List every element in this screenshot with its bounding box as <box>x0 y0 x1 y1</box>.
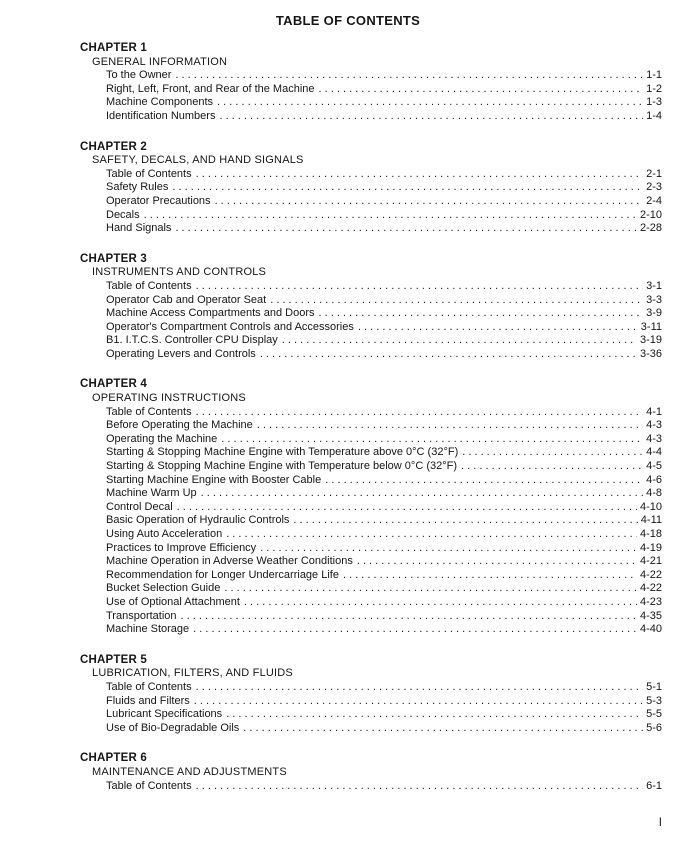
entry-page: 4-35 <box>639 609 662 622</box>
dot-leader <box>319 83 644 97</box>
dot-leader <box>244 596 637 610</box>
toc-entry <box>106 168 662 182</box>
dot-leader <box>217 96 643 110</box>
entry-label: Table of Contents <box>106 779 192 792</box>
entry-page: 4-40 <box>639 623 662 636</box>
entry-label: Hand Signals <box>106 222 172 235</box>
toc-entry <box>106 83 662 97</box>
toc-entry <box>106 474 662 488</box>
page-title: TABLE OF CONTENTS <box>275 13 421 28</box>
dot-leader <box>257 419 643 433</box>
entry-page: 2-3 <box>646 181 662 194</box>
toc-entry <box>106 110 662 124</box>
entry-page: 1-3 <box>646 96 662 109</box>
toc-entry <box>106 610 662 624</box>
toc-entry <box>106 334 662 348</box>
toc-entry <box>106 181 662 195</box>
toc-entry <box>106 195 662 209</box>
entry-label: Lubricant Specifications <box>106 708 223 721</box>
entry-page: 5-6 <box>646 721 662 734</box>
entry-label: Decals <box>106 208 140 221</box>
entry-label: Operating the Machine <box>106 432 218 445</box>
toc-entry <box>106 623 662 637</box>
toc-entry <box>106 780 662 794</box>
entry-label: To the Owner <box>106 69 172 82</box>
entry-page: 6-1 <box>646 779 662 792</box>
entry-page: 4-23 <box>639 595 662 608</box>
toc-entry <box>106 722 662 736</box>
entry-label: Table of Contents <box>106 167 192 180</box>
chapter-subtitle: LUBRICATION, FILTERS, AND FLUIDS <box>92 667 293 680</box>
chapter-heading: CHAPTER 5 <box>80 653 147 666</box>
entry-label: Bucket Selection Guide <box>106 582 221 595</box>
entry-page: 4-22 <box>639 582 662 595</box>
entry-label: Starting & Stopping Machine Engine with Temperature above 0°C (32°F) <box>106 446 459 459</box>
entry-label: Machine Operation in Adverse Weather Conditions <box>106 555 353 568</box>
dot-leader <box>462 446 643 460</box>
entry-page: 4-5 <box>646 460 662 473</box>
chapter-heading: CHAPTER 1 <box>80 42 147 54</box>
chapter-subtitle: SAFETY, DECALS, AND HAND SIGNALS <box>92 154 304 167</box>
entry-page: 4-4 <box>646 446 662 459</box>
dot-leader <box>175 69 643 83</box>
chapter-section <box>80 42 662 124</box>
chapter-heading: CHAPTER 6 <box>80 752 147 765</box>
dot-leader <box>144 209 637 223</box>
entry-page: 2-4 <box>646 194 662 207</box>
toc-entry <box>106 501 662 515</box>
toc-entry <box>106 542 662 556</box>
entry-label: Practices to Improve Efficiency <box>106 541 257 554</box>
toc-entry <box>106 222 662 236</box>
entry-label: Before Operating the Machine <box>106 419 253 432</box>
entry-page: 3-11 <box>640 320 662 333</box>
entry-label: Recommendation for Longer Undercarriage Life <box>106 568 339 581</box>
toc-entry <box>106 307 662 321</box>
entry-page: 1-4 <box>646 109 662 122</box>
chapter-entries <box>80 168 662 236</box>
chapter-entries <box>80 780 662 794</box>
toc-entry <box>106 96 662 110</box>
entry-page: 4-18 <box>639 528 662 540</box>
toc-entry <box>106 708 662 722</box>
dot-leader <box>325 474 643 488</box>
toc-entry <box>106 582 662 596</box>
entry-page: 4-8 <box>646 487 662 500</box>
chapter-subtitle: OPERATING INSTRUCTIONS <box>92 392 246 405</box>
chapter-entries <box>80 681 662 735</box>
entry-label: Safety Rules <box>106 181 169 194</box>
dot-leader <box>343 569 637 583</box>
entry-page: 1-2 <box>646 82 662 95</box>
dot-leader <box>461 460 643 474</box>
toc-entry <box>106 446 662 460</box>
entry-page: 4-3 <box>646 419 662 432</box>
toc-entry <box>106 460 662 474</box>
toc-chapters <box>80 42 662 793</box>
entry-page: 1-1 <box>646 69 662 82</box>
chapter-section <box>80 253 662 362</box>
chapter-heading: CHAPTER 3 <box>80 252 147 265</box>
dot-leader <box>177 501 637 515</box>
entry-label: Operator Precautions <box>106 194 211 207</box>
toc-entry <box>106 569 662 583</box>
entry-label: Operator Cab and Operator Seat <box>106 293 267 306</box>
entry-page: 2-1 <box>646 167 662 180</box>
dot-leader <box>293 514 637 528</box>
toc-entry <box>106 596 662 610</box>
entry-label: Starting & Stopping Machine Engine with Temperature below 0°C (32°F) <box>106 460 458 473</box>
dot-leader <box>196 406 643 420</box>
chapter-entries <box>80 406 662 637</box>
entry-label: B1. I.T.C.S. Controller CPU Display <box>106 334 278 347</box>
entry-page: 3-9 <box>646 307 662 320</box>
toc-entry <box>106 419 662 433</box>
dot-leader <box>175 222 637 236</box>
dot-leader <box>226 528 637 542</box>
entry-page: 2-10 <box>639 208 662 221</box>
dot-leader <box>196 681 643 695</box>
entry-page: 2-28 <box>639 222 662 235</box>
toc-entry <box>106 487 662 501</box>
toc-entry <box>106 433 662 447</box>
dot-leader <box>224 582 637 596</box>
dot-leader <box>196 780 643 794</box>
chapter-heading: CHAPTER 4 <box>80 378 147 391</box>
dot-leader <box>243 722 643 736</box>
entry-label: Use of Bio-Degradable Oils <box>106 721 240 734</box>
toc-entry <box>106 681 662 695</box>
chapter-section <box>80 752 662 793</box>
entry-label: Right, Left, Front, and Rear of the Machine <box>106 82 315 95</box>
dot-leader <box>215 195 644 209</box>
chapter-subtitle: MAINTENANCE AND ADJUSTMENTS <box>92 765 287 778</box>
entry-page: 4-21 <box>639 555 662 568</box>
entry-page: 5-3 <box>646 694 662 707</box>
entry-label: Machine Storage <box>106 623 190 636</box>
entry-page: 5-5 <box>646 708 662 721</box>
chapter-entries <box>80 280 662 362</box>
dot-leader <box>226 708 643 722</box>
dot-leader <box>196 168 643 182</box>
page-number: I <box>658 817 662 829</box>
entry-page: 4-10 <box>639 500 662 513</box>
entry-label: Table of Contents <box>106 279 192 292</box>
dot-leader <box>260 542 637 556</box>
entry-page: 3-19 <box>639 334 662 347</box>
entry-label: Basic Operation of Hydraulic Controls <box>106 514 290 527</box>
toc-entry <box>106 514 662 528</box>
toc-entry <box>106 695 662 709</box>
dot-leader <box>221 433 643 447</box>
entry-page: 4-22 <box>639 568 662 581</box>
entry-label: Table of Contents <box>106 680 192 693</box>
toc-entry <box>106 280 662 294</box>
toc-entry <box>106 528 662 542</box>
toc-entry <box>106 555 662 569</box>
entry-label: Control Decal <box>106 500 173 513</box>
toc-entry <box>106 294 662 308</box>
entry-page: 5-1 <box>646 680 662 693</box>
entry-label: Operating Levers and Controls <box>106 347 256 360</box>
chapter-section <box>80 378 662 636</box>
toc-entry <box>106 406 662 420</box>
dot-leader <box>357 555 637 569</box>
entry-label: Use of Optional Attachment <box>106 595 240 608</box>
entry-page: 4-11 <box>640 514 662 527</box>
entry-label: Operator's Compartment Controls and Accessories <box>106 320 354 333</box>
dot-leader <box>318 307 643 321</box>
dot-leader <box>172 181 643 195</box>
chapter-section <box>80 654 662 736</box>
chapter-heading: CHAPTER 2 <box>80 140 147 153</box>
chapter-section <box>80 141 662 236</box>
dot-leader <box>270 294 643 308</box>
entry-page: 4-19 <box>639 541 662 554</box>
entry-page: 4-3 <box>646 432 662 445</box>
toc-entry <box>106 348 662 362</box>
dot-leader <box>201 487 643 501</box>
entry-label: Starting Machine Engine with Booster Cable <box>106 473 322 486</box>
dot-leader <box>219 110 643 124</box>
dot-leader <box>196 280 643 294</box>
dot-leader <box>282 334 637 348</box>
toc-entry <box>106 69 662 83</box>
entry-label: Identification Numbers <box>106 109 216 122</box>
entry-label: Using Auto Acceleration <box>106 528 223 540</box>
entry-label: Transportation <box>106 609 177 622</box>
chapter-entries <box>80 69 662 123</box>
dot-leader <box>358 321 638 335</box>
dot-leader <box>193 623 637 637</box>
dot-leader <box>194 695 643 709</box>
entry-page: 4-1 <box>646 405 662 418</box>
entry-page: 3-1 <box>646 279 662 292</box>
dot-leader <box>260 348 637 362</box>
entry-page: 4-6 <box>646 473 662 486</box>
entry-label: Machine Warm Up <box>106 487 197 500</box>
entry-label: Machine Components <box>106 96 214 109</box>
toc-entry <box>106 321 662 335</box>
toc-entry <box>106 209 662 223</box>
entry-label: Machine Access Compartments and Doors <box>106 307 315 320</box>
entry-label: Table of Contents <box>106 405 192 418</box>
entry-label: Fluids and Filters <box>106 694 190 707</box>
entry-page: 3-36 <box>639 347 662 360</box>
chapter-subtitle: GENERAL INFORMATION <box>92 55 228 68</box>
dot-leader <box>181 610 637 624</box>
entry-page: 3-3 <box>646 293 662 306</box>
chapter-subtitle: INSTRUMENTS AND CONTROLS <box>92 266 267 279</box>
